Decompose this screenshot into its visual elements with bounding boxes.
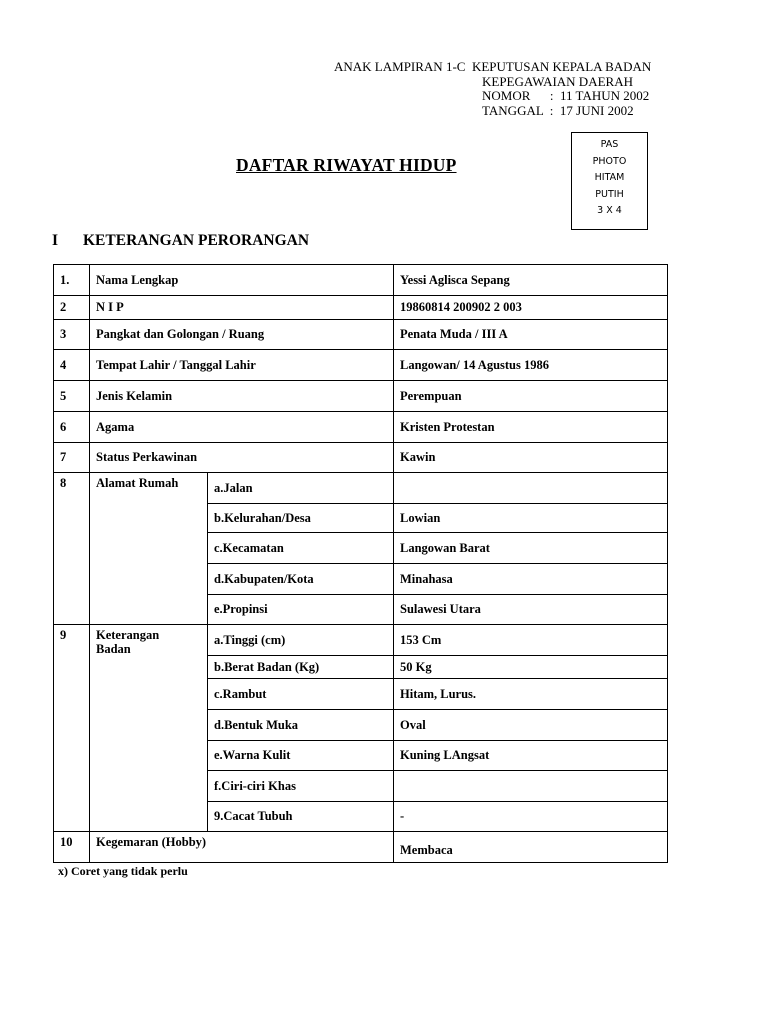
header-line-3: NOMOR : 11 TAHUN 2002: [482, 88, 650, 103]
row-number: 1.: [54, 265, 90, 296]
photo-text-5: 3 X 4: [597, 205, 622, 216]
row-number: 10: [54, 832, 90, 863]
header-line-1: ANAK LAMPIRAN 1-C KEPUTUSAN KEPALA BADAN: [334, 59, 652, 74]
sub-value: [394, 771, 668, 802]
header-line-4: TANGGAL : 17 JUNI 2002: [482, 102, 634, 118]
sub-value: Hitam, Lurus.: [394, 679, 668, 710]
table-row: [54, 412, 668, 443]
table-row: [54, 320, 668, 350]
row-label: Alamat Rumah: [90, 473, 208, 625]
document-title: DAFTAR RIWAYAT HIDUP: [236, 155, 457, 175]
footnote: x) Coret yang tidak perlu: [58, 864, 188, 878]
sub-label: c.Rambut: [208, 679, 394, 710]
table-row: [54, 381, 668, 412]
row-label-line-2: Badan: [96, 642, 131, 656]
row-value: Langowan/ 14 Agustus 1986: [394, 350, 668, 381]
row-label-line-1: Keterangan: [96, 628, 160, 642]
sub-value: Lowian: [394, 504, 668, 533]
sub-value: -: [394, 802, 668, 832]
row-label: Nama Lengkap: [90, 265, 394, 296]
row-value: Penata Muda / III A: [394, 320, 668, 350]
photo-text-2: PHOTO: [592, 155, 627, 167]
row-label: Status Perkawinan: [90, 443, 394, 473]
row-value: Kawin: [394, 443, 668, 473]
row-number: 5: [54, 381, 90, 412]
sub-label: a.Jalan: [208, 473, 394, 504]
table-row: [54, 350, 668, 381]
section-number: I: [52, 232, 59, 249]
sub-label: e.Warna Kulit: [208, 741, 394, 771]
row-number: 6: [54, 412, 90, 443]
photo-placeholder: [571, 132, 648, 230]
sub-label: d.Bentuk Muka: [208, 710, 394, 741]
row-number: 7: [54, 443, 90, 473]
table-row: [54, 296, 668, 320]
sub-label: d.Kabupaten/Kota: [208, 564, 394, 595]
document-header: [334, 60, 651, 118]
sub-label: e.Propinsi: [208, 595, 394, 625]
table-row: [54, 473, 668, 504]
row-number: 3: [54, 320, 90, 350]
sub-label: b.Berat Badan (Kg): [208, 656, 394, 679]
table-row: [54, 443, 668, 473]
section-label: KETERANGAN PERORANGAN: [83, 232, 310, 249]
photo-text-4: PUTIH: [595, 188, 624, 200]
row-value: Yessi Aglisca Sepang: [394, 265, 668, 296]
row-number: 4: [54, 350, 90, 381]
sub-value: Kuning LAngsat: [394, 741, 668, 771]
sub-label: 9.Cacat Tubuh: [208, 802, 394, 832]
row-value: Kristen Protestan: [394, 412, 668, 443]
row-label: N I P: [90, 296, 394, 320]
sub-value: Minahasa: [394, 564, 668, 595]
row-number: 9: [54, 625, 90, 832]
photo-text-3: HITAM: [594, 172, 625, 183]
row-label: [90, 625, 208, 832]
sub-value: 50 Kg: [394, 656, 668, 679]
sub-value: Langowan Barat: [394, 533, 668, 564]
row-label: Agama: [90, 412, 394, 443]
row-value: Perempuan: [394, 381, 668, 412]
row-value: 19860814 200902 2 003: [394, 296, 668, 320]
sub-label: a.Tinggi (cm): [208, 625, 394, 656]
row-label: Pangkat dan Golongan / Ruang: [90, 320, 394, 350]
table-row: [54, 265, 668, 296]
sub-value: Sulawesi Utara: [394, 595, 668, 625]
sub-value: Oval: [394, 710, 668, 741]
table-row: [54, 832, 668, 863]
row-label: Jenis Kelamin: [90, 381, 394, 412]
row-label: Tempat Lahir / Tanggal Lahir: [90, 350, 394, 381]
sub-label: b.Kelurahan/Desa: [208, 504, 394, 533]
personal-info-table: [53, 264, 668, 863]
row-label: Kegemaran (Hobby): [90, 832, 394, 863]
row-number: 2: [54, 296, 90, 320]
sub-value: [394, 473, 668, 504]
sub-value: 153 Cm: [394, 625, 668, 656]
row-value: Membaca: [394, 832, 668, 863]
sub-label: c.Kecamatan: [208, 533, 394, 564]
photo-text-1: PAS: [600, 139, 619, 150]
section-heading: [52, 232, 309, 250]
sub-label: f.Ciri-ciri Khas: [208, 771, 394, 802]
row-number: 8: [54, 473, 90, 625]
table-row: [54, 625, 668, 656]
header-line-2: KEPEGAWAIAN DAERAH: [482, 73, 633, 89]
